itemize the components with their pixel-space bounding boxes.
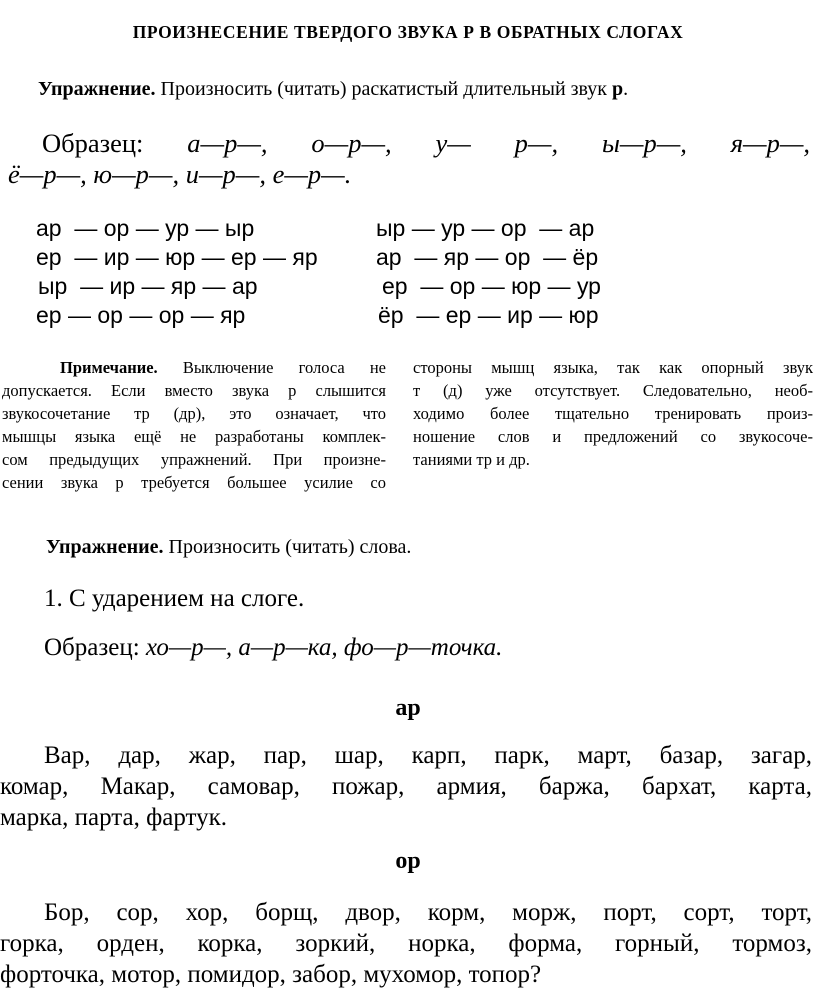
syllable-row: ар — ор — ур — ыр bbox=[36, 215, 255, 241]
sample-1-item: о—р—, bbox=[311, 128, 392, 158]
word-line: марка, парта, фартук. bbox=[0, 804, 228, 831]
page-title-text: ПРОИЗНЕСЕНИЕ ТВЕРДОГО ЗВУКА Р В ОБРАТНЫХ СЛОГАХ bbox=[132, 22, 684, 42]
sample-1-line-1 bbox=[42, 128, 810, 159]
word-line: горка, орден, корка, зоркий, норка, форма, горный, тормоз, bbox=[0, 930, 812, 957]
section-ar-text bbox=[0, 740, 812, 833]
sample-1-label: Образец: bbox=[42, 128, 144, 158]
exercise-1-instruction bbox=[38, 78, 628, 101]
sample-1-item: ы—р—, bbox=[601, 128, 687, 158]
exercise-1-sound: р bbox=[612, 78, 624, 100]
note-line: стороны мышц языка, так как опорный звук bbox=[413, 358, 813, 377]
note-line: Примечание. Выключение голоса не bbox=[60, 358, 386, 377]
note-line: таниями тр и др. bbox=[413, 450, 530, 469]
syllable-row: ер — ир — юр — ер — яр bbox=[36, 244, 318, 270]
exercise-1-label: Упражнение. bbox=[38, 78, 156, 100]
sample-1-item: я—р—, bbox=[730, 128, 811, 158]
section-heading-ar: ар bbox=[395, 695, 421, 721]
syllable-row: ыр — ир — яр — ар bbox=[38, 273, 258, 299]
note-line: звукосочетание тр (др), это означает, что bbox=[2, 404, 386, 423]
exercise-2-text: Произносить (читать) слова. bbox=[163, 536, 412, 558]
word-line: форточка, мотор, помидор, забор, мухомор, топор? bbox=[0, 961, 542, 988]
note-line: ходимо более тщательно тренировать произ- bbox=[413, 404, 813, 423]
exercise-2-label: Упражнение. bbox=[46, 536, 164, 558]
note-line: мышцы языка ещё не разработаны комплек- bbox=[2, 427, 386, 446]
note-line: сении звука р требуется большее усилие со bbox=[2, 473, 386, 492]
note-line: допускается. Если вместо звука р слышится bbox=[2, 381, 386, 400]
sample-1-line-2: ё—р—, ю—р—, и—р—, е—р—. bbox=[8, 159, 352, 189]
section-heading-or: ор bbox=[395, 848, 421, 874]
section-or-text bbox=[0, 897, 812, 990]
note-left-column bbox=[2, 356, 386, 494]
note-line: т (д) уже отсутствует. Следовательно, необ- bbox=[413, 381, 813, 400]
syllable-row: ёр — ер — ир — юр bbox=[378, 302, 599, 328]
exercise-2-instruction bbox=[46, 536, 411, 559]
note-line: сом предыдущих упражнений. При произне- bbox=[2, 450, 386, 469]
note-right-column bbox=[413, 356, 813, 471]
sample-2-words: хо—р—, а—р—ка, фо—р—точка. bbox=[145, 634, 503, 661]
note-label: Примечание. bbox=[60, 358, 158, 377]
sample-2 bbox=[44, 634, 502, 662]
word-line: комар, Макар, самовар, пожар, армия, баржа, бархат, карта, bbox=[0, 773, 812, 800]
note-line: ношение слов и предложений со звукосоче- bbox=[413, 427, 813, 446]
sample-1-item: у— р—, bbox=[435, 128, 559, 158]
syllable-row: ар — яр — ор — ёр bbox=[376, 244, 599, 270]
sample-1-item: а—р—, bbox=[187, 128, 268, 158]
syllables-right-column bbox=[376, 214, 601, 330]
syllable-row: ер — ор — ор — яр bbox=[36, 302, 246, 328]
sample-1 bbox=[8, 128, 811, 190]
word-line: Вар, дар, жар, пар, шар, карп, парк, март, базар, загар, bbox=[44, 742, 812, 769]
sample-2-label: Образец: bbox=[44, 634, 146, 661]
syllable-row: ыр — ур — ор — ар bbox=[376, 215, 595, 241]
syllables-left-column bbox=[36, 214, 318, 330]
page-title bbox=[0, 22, 816, 43]
word-line: Бор, сор, хор, борщ, двор, корм, морж, порт, сорт, торт, bbox=[44, 899, 812, 926]
stress-heading: 1. С ударением на слоге. bbox=[44, 585, 305, 612]
exercise-1-text: Произносить (читать) раскатистый длительный звук bbox=[155, 78, 613, 100]
syllable-row: ер — ор — юр — ур bbox=[382, 273, 601, 299]
exercise-1-end: . bbox=[623, 78, 629, 100]
